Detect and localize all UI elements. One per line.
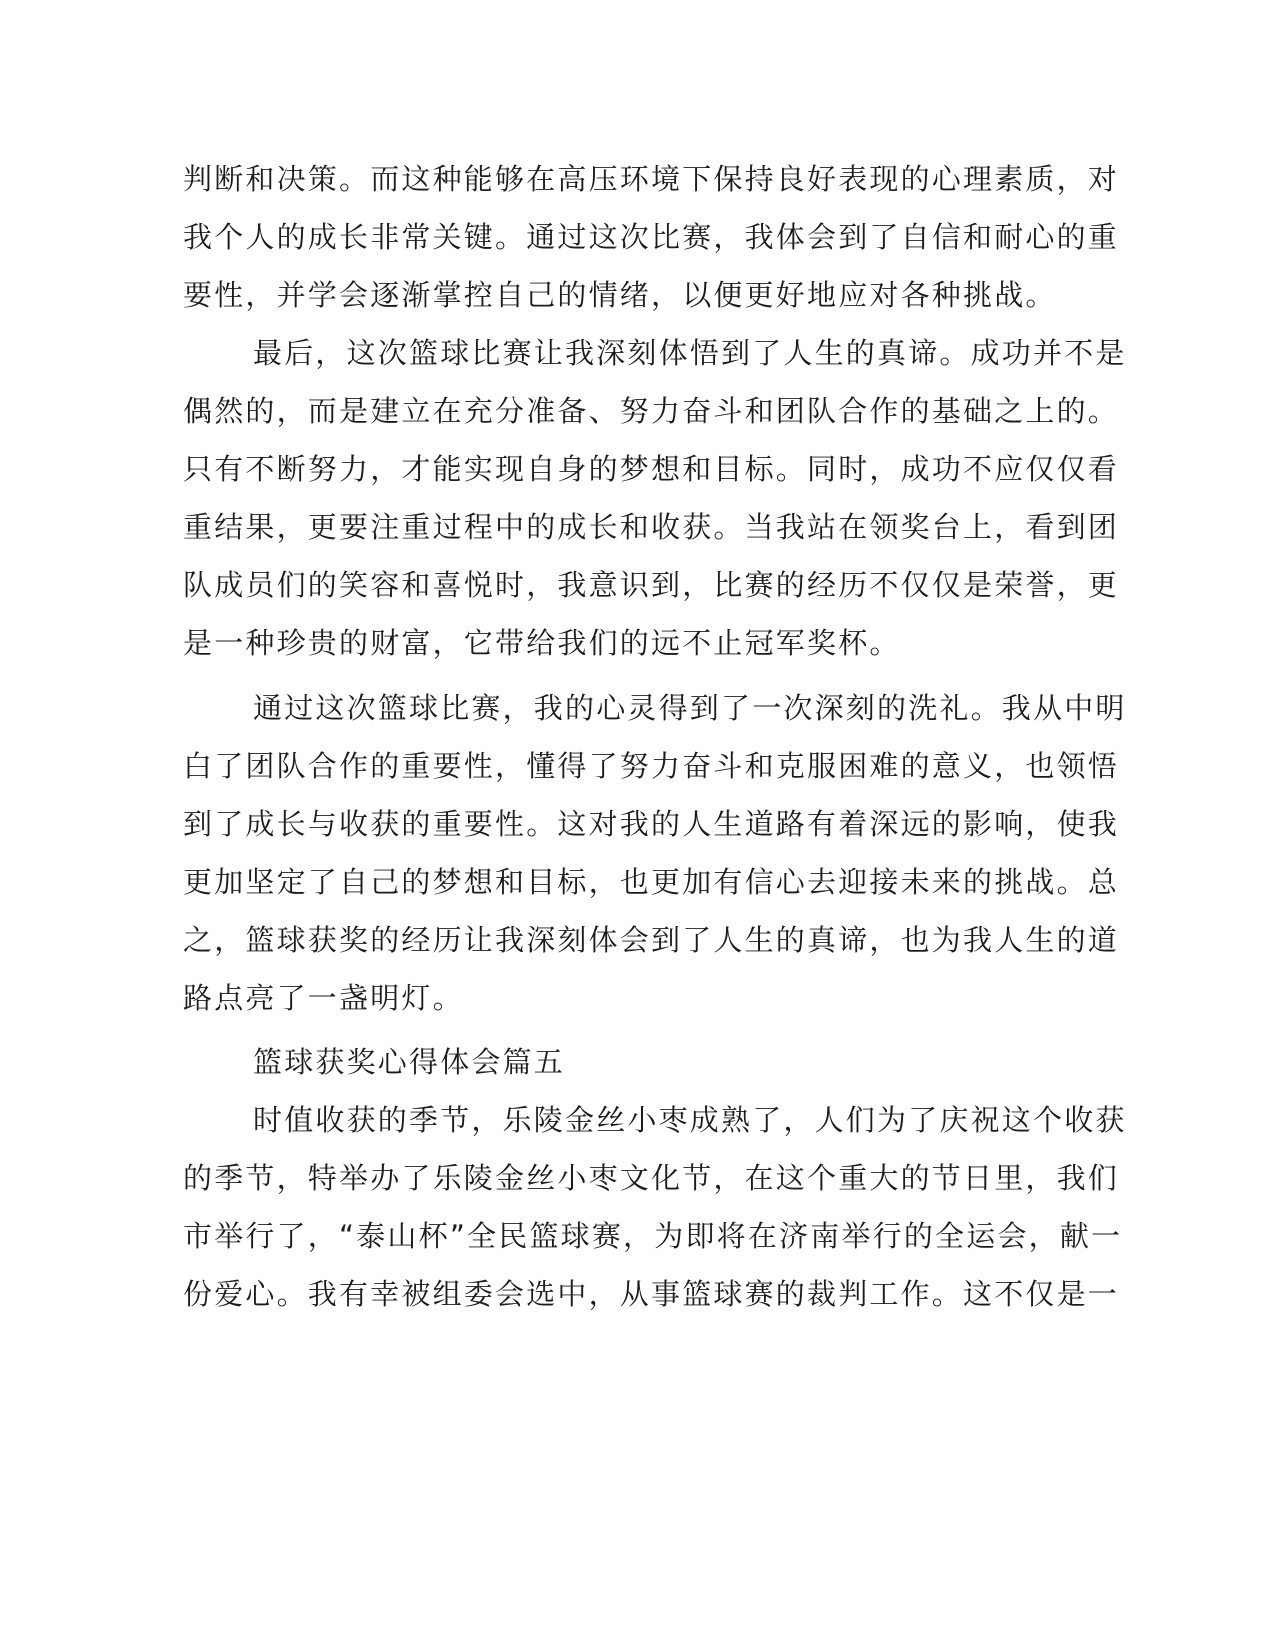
text-line: 更加坚定了自己的梦想和目标，也更加有信心去迎接未来的挑战。总 <box>183 865 1120 899</box>
text-line: 要性，并学会逐渐掌控自己的情绪，以便更好地应对各种挑战。 <box>183 278 1057 312</box>
text-line: 路点亮了一盏明灯。 <box>183 981 464 1015</box>
paragraph-first-line: 通过这次篮球比赛，我的心灵得到了一次深刻的洗礼。我从中明 <box>253 691 1127 725</box>
paragraph-first-line: 时值收获的季节，乐陵金丝小枣成熟了，人们为了庆祝这个收获 <box>253 1103 1127 1137</box>
text-line: 重结果，更要注重过程中的成长和收获。当我站在领奖台上，看到团 <box>183 510 1120 544</box>
text-line: 偶然的，而是建立在充分准备、努力奋斗和团队合作的基础之上的。 <box>183 394 1120 428</box>
text-line: 我个人的成长非常关键。通过这次比赛，我体会到了自信和耐心的重 <box>183 220 1120 254</box>
text-line: 市举行了，“泰山杯”全民篮球赛，为即将在济南举行的全运会，献一 <box>183 1219 1123 1253</box>
paragraph-first-line: 最后，这次篮球比赛让我深刻体悟到了人生的真谛。成功并不是 <box>253 336 1127 370</box>
text-line: 到了成长与收获的重要性。这对我的人生道路有着深远的影响，使我 <box>183 807 1120 841</box>
text-line: 队成员们的笑容和喜悦时，我意识到，比赛的经历不仅仅是荣誉，更 <box>183 568 1120 602</box>
text-line: 的季节，特举办了乐陵金丝小枣文化节，在这个重大的节日里，我们 <box>183 1161 1120 1195</box>
text-line: 之，篮球获奖的经历让我深刻体会到了人生的真谛，也为我人生的道 <box>183 923 1120 957</box>
text-line: 只有不断努力，才能实现自身的梦想和目标。同时，成功不应仅仅看 <box>183 452 1120 486</box>
text-line: 份爱心。我有幸被组委会选中，从事篮球赛的裁判工作。这不仅是一 <box>183 1277 1120 1311</box>
text-line: 判断和决策。而这种能够在高压环境下保持良好表现的心理素质，对 <box>183 162 1120 196</box>
text-line: 是一种珍贵的财富，它带给我们的远不止冠军奖杯。 <box>183 626 901 660</box>
text-line: 白了团队合作的重要性，懂得了努力奋斗和克服困难的意义，也领悟 <box>183 749 1120 783</box>
section-heading: 篮球获奖心得体会篇五 <box>253 1045 566 1079</box>
